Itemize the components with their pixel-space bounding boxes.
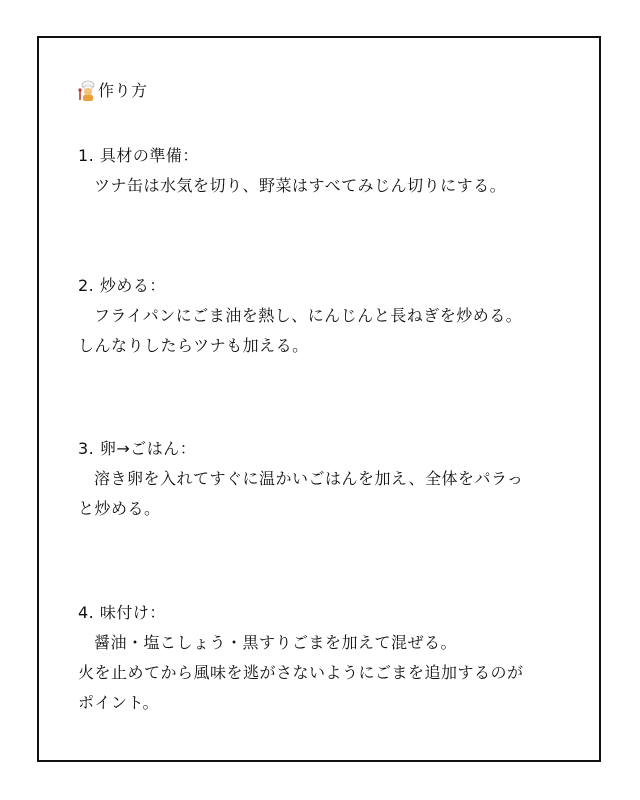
step-text: 溶き卵を入れてすぐに温かいごはんを加え、全体をパラっ xyxy=(94,469,524,488)
recipe-content xyxy=(78,76,588,712)
step-heading: 1. 具材の準備： xyxy=(78,146,199,165)
step-text: フライパンにごま油を熱し、にんじんと長ねぎを炒める。 xyxy=(94,306,523,325)
step-text: と炒める。 xyxy=(78,499,161,518)
step-heading: 2. 炒める： xyxy=(78,276,166,295)
recipe-step xyxy=(78,271,588,361)
step-text: しんなりしたらツナも加える。 xyxy=(78,336,309,355)
step-text: ポイント。 xyxy=(78,693,160,712)
step-text: 火を止めてから風味を逃がさないようにごまを追加するのが xyxy=(78,663,524,682)
step-heading: 4. 味付け： xyxy=(78,603,166,622)
step-text: ツナ缶は水気を切り、野菜はすべてみじん切りにする。 xyxy=(94,176,507,195)
recipe-step xyxy=(78,598,588,718)
recipe-title: 作り方 xyxy=(98,81,148,100)
recipe-step xyxy=(78,141,588,201)
step-heading: 3. 卵→ごはん： xyxy=(78,439,197,458)
recipe-step xyxy=(78,434,588,524)
chef-cooking-icon xyxy=(78,80,96,102)
recipe-title-row xyxy=(78,76,588,106)
step-text: 醤油・塩こしょう・黒すりごまを加えて混ぜる。 xyxy=(94,633,458,652)
